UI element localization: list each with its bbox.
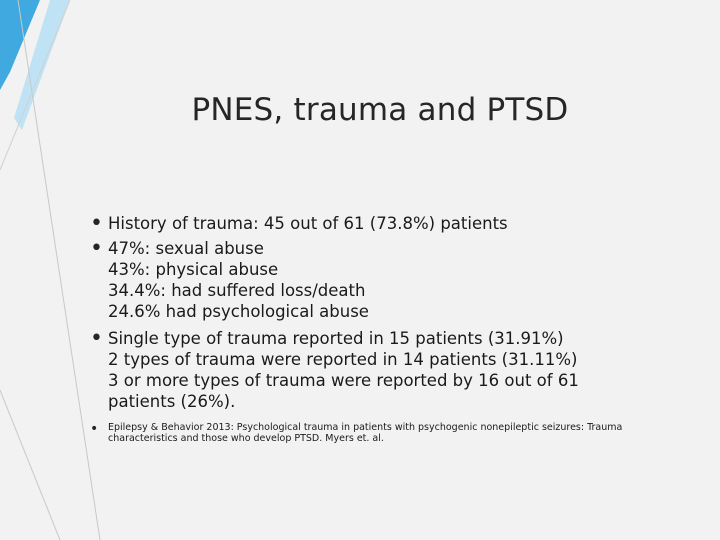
bullet-text: 43%: physical abuse xyxy=(108,260,279,279)
bullet-text: 34.4%: had suffered loss/death xyxy=(108,281,366,300)
bullet-item-reference xyxy=(90,422,670,444)
bullet-text: 2 types of trauma were reported in 14 patients (31.11%) xyxy=(108,350,578,369)
reference-text: Epilepsy & Behavior 2013: Psychological trauma in patients with psychogenic nonepileptic seizures: Trauma xyxy=(108,422,623,433)
bullet-icon: • xyxy=(90,326,103,351)
bullet-text: 3 or more types of trauma were reported by 16 out of 61 xyxy=(108,371,579,390)
bullet-icon: • xyxy=(90,211,103,236)
bullet-icon: • xyxy=(90,236,103,261)
bullet-item xyxy=(90,328,670,412)
bullet-text: 24.6% had psychological abuse xyxy=(108,302,369,321)
bullet-text: History of trauma: 45 out of 61 (73.8%) patients xyxy=(108,214,508,233)
bullet-item xyxy=(90,238,670,322)
stripe-line-1 xyxy=(18,0,100,540)
bullet-text: Single type of trauma reported in 15 patients (31.91%) xyxy=(108,329,564,348)
bullet-text: patients (26%). xyxy=(108,392,236,411)
slide-title: PNES, trauma and PTSD xyxy=(191,92,569,128)
bullet-icon: • xyxy=(90,421,99,437)
stripe-line-2 xyxy=(0,390,60,540)
bullet-list xyxy=(90,213,670,444)
bullet-item xyxy=(90,213,670,234)
bullet-text: 47%: sexual abuse xyxy=(108,239,264,258)
reference-text: characteristics and those who develop PTSD. Myers et. al. xyxy=(108,433,384,444)
